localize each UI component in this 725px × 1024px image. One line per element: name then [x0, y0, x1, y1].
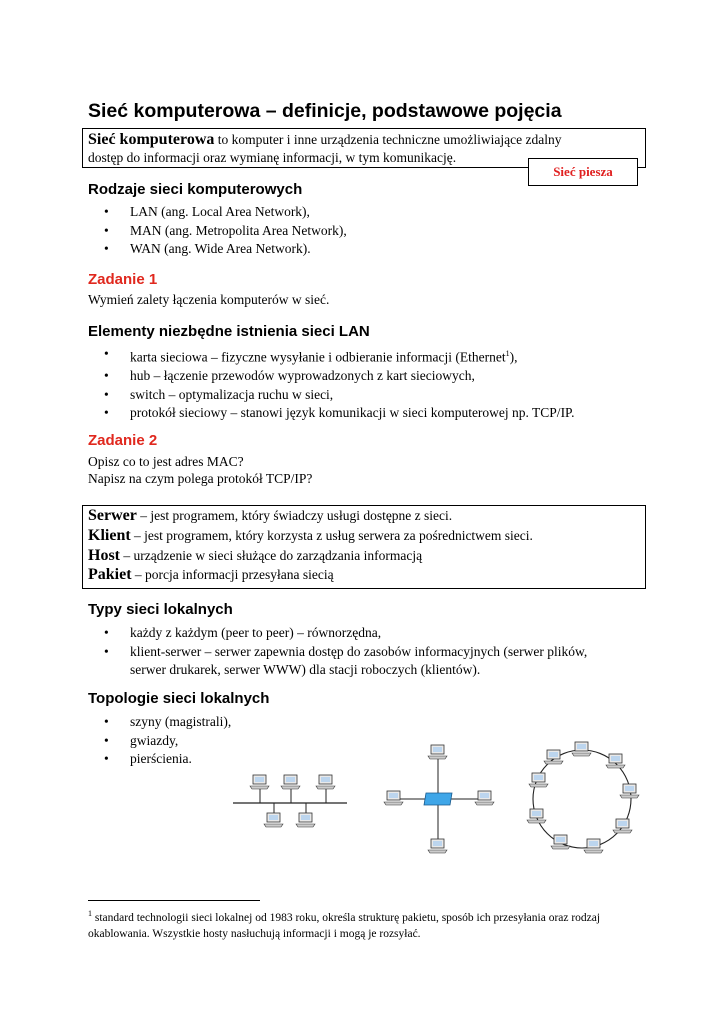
- local-types-heading: Typy sieci lokalnych: [88, 601, 233, 618]
- local-types-list: [104, 624, 587, 680]
- list-item: • WAN (ang. Wide Area Network).: [104, 240, 347, 259]
- page-title: Sieć komputerowa – definicje, podstawowe pojęcia: [88, 100, 562, 122]
- task2-heading: Zadanie 2: [88, 432, 158, 449]
- task2-line-2: Napisz na czym polega protokół TCP/IP?: [88, 471, 313, 486]
- definition-term: Sieć komputerowa: [88, 131, 215, 148]
- topology-diagrams: [220, 735, 650, 860]
- term-klient: Klient – jest programem, który korzysta z usług serwera za pośrednictwem sieci.: [88, 527, 533, 544]
- footnote-separator: [88, 900, 260, 901]
- lan-elements-list: [104, 345, 574, 423]
- list-item: • MAN (ang. Metropolita Area Network),: [104, 222, 347, 241]
- topologies-heading: Topologie sieci lokalnych: [88, 690, 270, 707]
- ring-topology-diagram: [527, 742, 639, 853]
- siec-piesza-box: Sieć piesza: [528, 158, 638, 186]
- types-heading: Rodzaje sieci komputerowych: [88, 181, 303, 198]
- definition-line-1: Sieć komputerowa to komputer i inne urządzenia techniczne umożliwiające zdalny: [88, 131, 562, 148]
- bus-topology-diagram: [233, 775, 347, 827]
- list-item: • hub – łączenie przewodów wyprowadzonych z kart sieciowych,: [104, 367, 574, 386]
- lan-elements-heading: Elementy niezbędne istnienia sieci LAN: [88, 323, 370, 340]
- topologies-list: [104, 713, 231, 769]
- list-item: • karta sieciowa – fizyczne wysyłanie i odbieranie informacji (Ethernet$^1$),: [104, 345, 574, 367]
- task1-text: Wymień zalety łączenia komputerów w sieć.: [88, 292, 330, 307]
- list-item: • switch – optymalizacja ruchu w sieci,: [104, 386, 574, 405]
- types-list: [104, 203, 347, 259]
- list-item: • gwiazdy,: [104, 732, 231, 751]
- list-item: • szyny (magistrali),: [104, 713, 231, 732]
- definition-line-2: dostęp do informacji oraz wymianę informacji, w tym komunikację.: [88, 150, 457, 165]
- star-topology-diagram: [384, 745, 494, 853]
- footnote-ref: 1: [505, 349, 510, 358]
- list-item: • każdy z każdym (peer to peer) – równorzędna,: [104, 624, 587, 643]
- list-item: • klient-serwer – serwer zapewnia dostęp do zasobów informacyjnych (serwer plików, serwer drukarek, serwer WWW) dla stacji roboczych (klientów).: [104, 643, 587, 680]
- list-item: • pierścienia.: [104, 750, 231, 769]
- task2-line-1: Opisz co to jest adres MAC?: [88, 454, 244, 469]
- task1-heading: Zadanie 1: [88, 271, 158, 288]
- list-item: • LAN (ang. Local Area Network),: [104, 203, 347, 222]
- list-item: • protokół sieciowy – stanowi język komunikacji w sieci komputerowej np. TCP/IP.: [104, 404, 574, 423]
- term-serwer: Serwer – jest programem, który świadczy usługi dostępne z sieci.: [88, 507, 453, 524]
- footnote: $^1$ standard technologii sieci lokalnej od 1983 roku, określa strukturę pakietu, sposób ich przesyłania oraz rodzaj okablowania. Wszystkie hosty nasłuchują informacji i mogą je rozsyłać.: [88, 909, 601, 940]
- term-pakiet: Pakiet – porcja informacji przesyłana siecią: [88, 566, 334, 583]
- term-host: Host – urządzenie w sieci służące do zarządzania informacją: [88, 547, 423, 564]
